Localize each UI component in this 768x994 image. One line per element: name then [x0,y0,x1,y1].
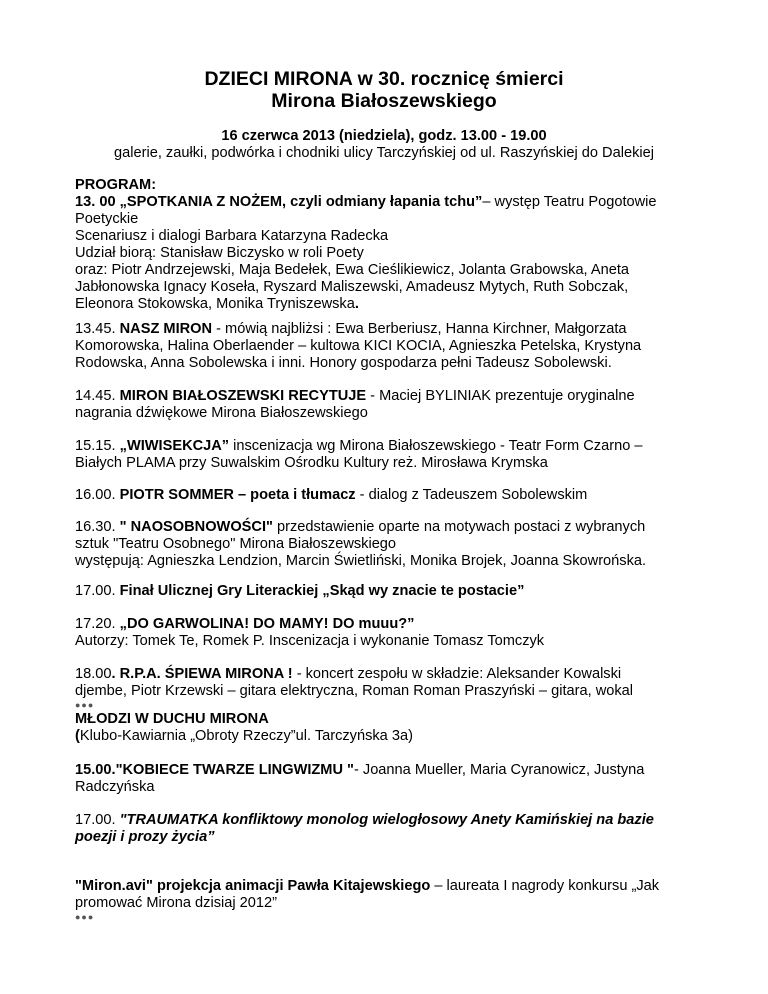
item-title: 13. 00 „SPOTKANIA Z NOŻEM, czyli odmiany łapania tchu” [75,194,483,210]
item-title: "Miron.avi" projekcja animacji Pawła Kitajewskiego [75,878,431,894]
venue-text: Klubo-Kawiarnia „Obroty Rzeczy”ul. Tarczyńska 3a) [79,728,413,744]
document-title: DZIECI MIRONA w 30. rocznicę śmierci [204,68,564,90]
item-title: NASZ MIRON [119,321,213,337]
item-text: Jabłonowska Ignacy Koseła, Ryszard Maliszewski, Amadeusz Mytych, Ruth Sobczak, [75,279,629,295]
item-title: „DO GARWOLINA! DO MAMY! DO muuu?” [119,616,415,632]
program-item-7 [75,583,715,600]
separator-dots: ●●● [75,700,95,710]
item-text: - mówią najbliżsi : Ewa Berberiusz, Hanna Kirchner, Małgorzata [212,321,627,337]
item-title: " NAOSOBNOWOŚCI" [119,519,273,535]
item-time: 17.20. [75,616,120,632]
item-text: Eleonora Stokowska, Monika Tryniszewska [75,296,355,312]
item-text: – występ Teatru Pogotowie [482,194,657,210]
item-text: Udział biorą: Stanisław Biczysko w roli Poety [75,245,364,261]
item-text: - dialog z Tadeuszem Sobolewskim [355,487,588,503]
venue-paren: ( [75,728,80,744]
item-text: . [354,296,359,312]
item-text: sztuk "Teatru Osobnego" Mirona Białoszewskiego [75,536,397,552]
item-text: występują: Agnieszka Lendzion, Marcin Świetliński, Monika Brojek, Joanna Skowrońska. [75,553,647,569]
young-section-header [75,711,715,745]
item-text: Rodowska, Anna Sobolewska i inni. Honory gospodarza pełni Tadeusz Sobolewski. [75,355,612,371]
section-heading: MŁODZI W DUCHU MIRONA [75,711,269,727]
young-item-3 [75,878,715,922]
item-text: - Joanna Mueller, Maria Cyranowicz, Justyna [353,762,645,778]
item-text: Białych PLAMA przy Suwalskim Ośrodku Kultury reż. Mirosława Krymska [75,455,548,471]
item-text: Komorowska, Halina Oberlaender – kultowa KICI KOCIA, Agnieszka Petelska, Krystyna [75,338,642,354]
event-date: 16 czerwca 2013 (niedziela), godz. 13.00 - 19.00 [221,128,547,144]
item-title: poezji i prozy życia” [75,829,215,845]
item-text: djembe, Piotr Krzewski – gitara elektryczna, Roman Roman Praszyński – gitara, wokal [75,683,634,699]
item-text: Autorzy: Tomek Te, Romek P. Inscenizacja i wykonanie Tomasz Tomczyk [75,633,545,649]
item-text: promować Mirona dzisiaj 2012” [75,895,277,911]
item-time: 16.00. [75,487,120,503]
item-text: - koncert zespołu w składzie: Aleksander Kowalski [296,666,622,682]
young-item-1 [75,762,715,796]
program-item-1 [75,177,715,313]
program-item-8 [75,616,715,650]
program-item-2 [75,321,715,372]
item-time: 17.00. [75,812,120,828]
item-text: - Maciej BYLINIAK prezentuje oryginalne [366,388,635,404]
item-title: PIOTR SOMMER – poeta i tłumacz [119,487,356,503]
program-item-6 [75,519,715,570]
item-text: nagrania dźwiękowe Mirona Białoszewskiego [75,405,368,421]
program-heading: PROGRAM: [75,177,157,193]
program-item-3 [75,388,715,422]
item-text: Radczyńska [75,779,155,795]
item-time: 17.00. [75,583,120,599]
item-text: przedstawienie oparte na motywach postaci z wybranych [272,519,646,535]
item-text: oraz: Piotr Andrzejewski, Maja Bedełek, Ewa Cieślikiewicz, Jolanta Grabowska, Aneta [75,262,629,278]
item-time: 15.15. [75,438,120,454]
item-title: "TRAUMATKA konfliktowy monolog wielogłosowy Anety Kamińskiej na bazie [119,812,654,828]
item-text: Scenariusz i dialogi Barbara Katarzyna Radecka [75,228,389,244]
program-item-4 [75,438,715,472]
item-title: Finał Ulicznej Gry Literackiej „Skąd wy znacie te postacie” [119,583,525,599]
item-time: 18.00 [75,666,112,682]
young-item-2 [75,812,715,846]
item-title: „WIWISEKCJA” [119,438,230,454]
item-time: 14.45. [75,388,120,404]
document-subtitle: Mirona Białoszewskiego [271,90,497,112]
event-location: galerie, zaułki, podwórka i chodniki ulicy Tarczyńskiej od ul. Raszyńskiej do Dalekiej [114,145,654,161]
separator-dots: ●●● [75,912,95,922]
item-title: 15.00."KOBIECE TWARZE LINGWIZMU " [75,762,354,778]
item-time: 16.30. [75,519,120,535]
item-title: MIRON BIAŁOSZEWSKI RECYTUJE [119,388,367,404]
item-text: inscenizacja wg Mirona Białoszewskiego - Teatr Form Czarno – [229,438,643,454]
item-time: 13.45. [75,321,120,337]
program-item-9 [75,666,715,710]
item-text: Poetyckie [75,211,139,227]
program-item-5 [75,487,715,504]
item-text: – laureata I nagrody konkursu „Jak [430,878,660,894]
item-title: . R.P.A. ŚPIEWA MIRONA ! [111,666,297,682]
